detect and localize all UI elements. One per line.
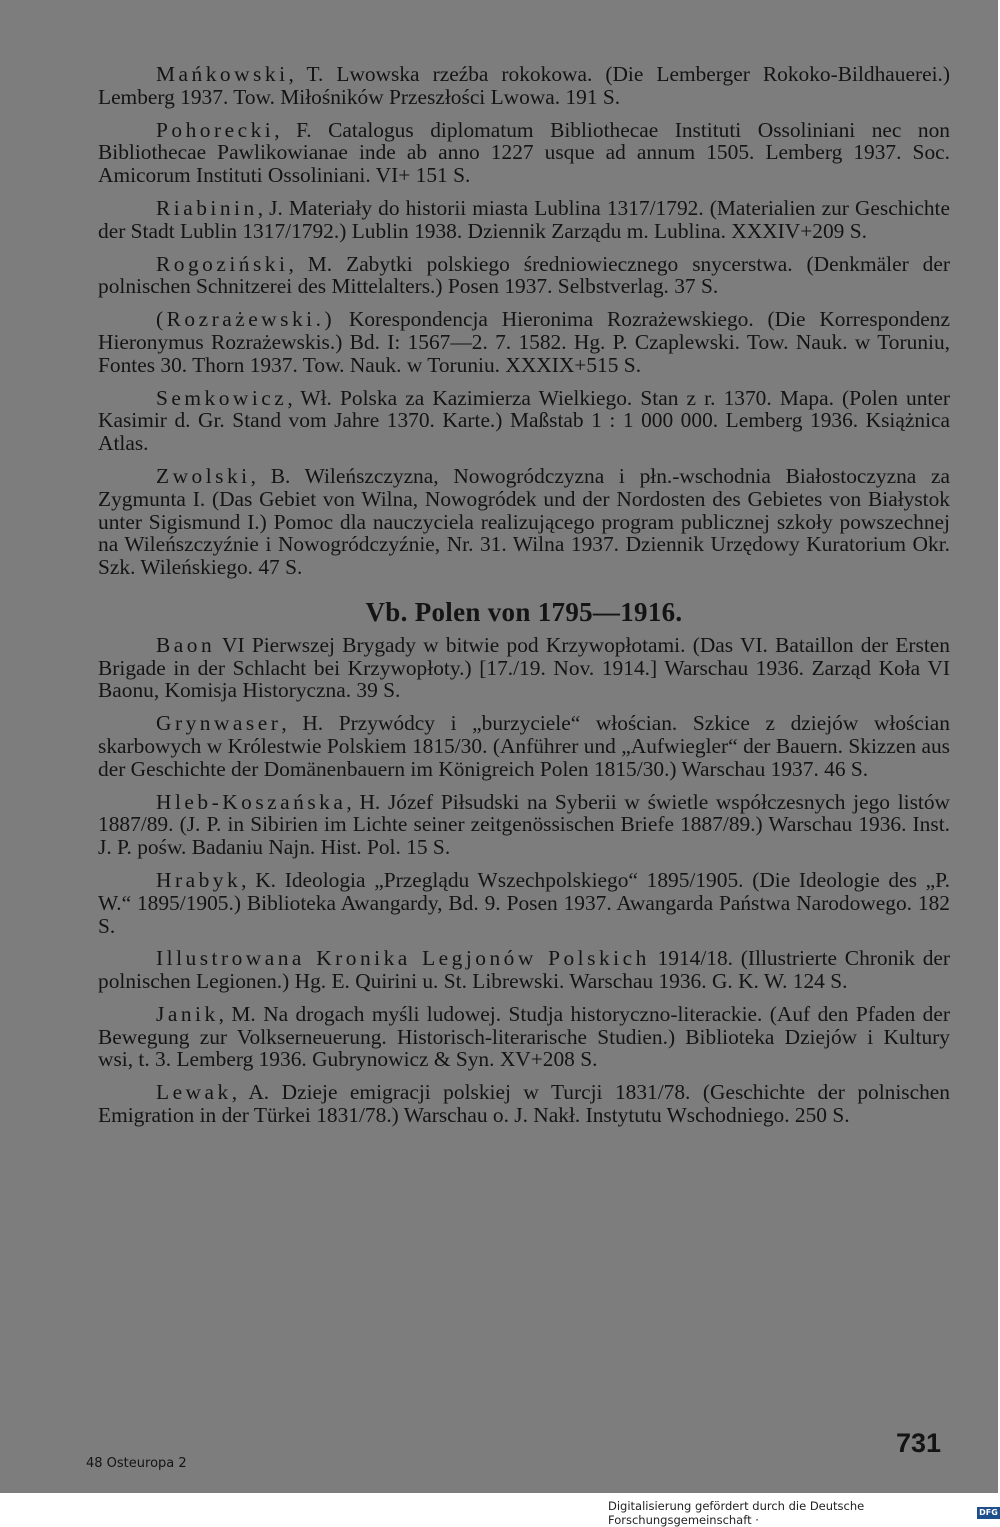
- bibliography-entry: [98, 63, 950, 109]
- entry-author: Grynwaser: [156, 711, 282, 736]
- bibliography-entry: [98, 791, 950, 859]
- credit-text: Digitalisierung gefördert durch die Deutsche Forschungsgemeinschaft ·: [608, 1499, 865, 1527]
- entry-text: , A. Dzieje emigracji polskiej w Turcji 1831/78. (Geschichte der polnischen Emigration in der Türkei 1831/78.) Warschau o. J. Nakł. Instytutu Wschodniego. 250 S.: [98, 1080, 950, 1128]
- bibliography-list-2: [98, 634, 950, 1127]
- page-content: [98, 63, 950, 1137]
- bibliography-list-1: [98, 63, 950, 579]
- entry-author: Baon: [156, 632, 216, 657]
- bibliography-entry: [98, 1081, 950, 1127]
- entry-text: , T. Lwowska rzeźba rokokowa. (Die Lemberger Rokoko-Bildhauerei.) Lemberg 1937. Tow. Miłośników Przeszłości Lwowa. 191 S.: [98, 62, 950, 109]
- bibliography-entry: [98, 712, 950, 780]
- entry-author: Riabinin: [156, 195, 258, 220]
- bibliography-entry: [98, 387, 950, 455]
- entry-text: , H. Józef Piłsudski na Syberii w świetle współczesnych jego listów 1887/89. (J. P. in Sibirien im Lichte seiner zeitgenössischen Briefe 1887/89.) Warschau 1936. Inst. J. P. pośw. Badaniu Najn. Hist. Pol. 15 S.: [98, 789, 950, 860]
- bibliography-entry: [98, 119, 950, 187]
- section-heading: Vb. Polen von 1795—1916.: [365, 596, 683, 627]
- entry-text: , F. Catalogus diplomatum Bibliothecae Instituti Ossoliniani nec non Bibliothecae Pawlikowianae inde ab anno 1227 usque ad annum 1505. Lemberg 1937. Soc. Amicorum Instituti Ossoliniani. VI+ 151 S.: [98, 117, 950, 188]
- bibliography-entry: [98, 465, 950, 579]
- entry-text: , B. Wileńszczyzna, Nowogródczyzna i płn.-wschodnia Białostoczyzna za Zygmunta I. (Das Gebiet von Wilna, Nowogródek und der Nordosten des Gebietes von Białystok unter Sigismund I.) Pomoc dla nauczyciela realizującego program publicznej szkoły powszechnej na Wileńszczyźnie i Nowogródczyźnie, Nr. 31. Wilna 1937. Dziennik Urzędowy Kuratorium Okr. Szk. Wileńskiego. 47 S.: [98, 463, 950, 580]
- printer-signature: 48 Osteuropa 2: [86, 1456, 187, 1471]
- entry-text: 1914/18. (Illustrierte Chronik der polnischen Legionen.) Hg. E. Quirini u. St. Librewski. Warschau 1936. G. K. W. 124 S.: [98, 946, 951, 994]
- entry-author: Lewak: [156, 1080, 232, 1105]
- bibliography-entry: [98, 197, 950, 243]
- entry-author: Janik: [156, 1001, 219, 1026]
- bibliography-entry: [98, 308, 950, 376]
- digitization-credit: [608, 1499, 1000, 1527]
- entry-author: Zwolski: [156, 463, 251, 488]
- entry-author: Semkowicz: [156, 385, 288, 410]
- entry-author: Pohorecki: [156, 117, 275, 142]
- entry-author: Hrabyk: [156, 867, 242, 892]
- page-number: 731: [896, 1428, 942, 1458]
- entry-author: Illustrowana Kronika Legjonów Polskich: [156, 946, 650, 971]
- bibliography-entry: [98, 634, 950, 702]
- entry-text: , M. Zabytki polskiego średniowiecznego snycerstwa. (Denkmäler der polnischen Schnitzerei des Mittelalters.) Posen 1937. Selbstverlag. 37 S.: [98, 251, 950, 299]
- bibliography-entry: [98, 947, 950, 993]
- bibliography-entry: [98, 869, 950, 937]
- entry-text: , Wł. Polska za Kazimierza Wielkiego. Stan z r. 1370. Mapa. (Polen unter Kasimir d. Gr. Stand vom Jahre 1370. Karte.) Maßstab 1 : 1 000 000. Lemberg 1936. Książnica Atlas.: [98, 385, 950, 456]
- entry-author: Mańkowski: [156, 62, 289, 86]
- entry-author: Rogoziński: [156, 251, 289, 276]
- entry-text: , H. Przywódcy i „burzyciele“ włościan. Szkice z dziejów włościan skarbowych w Królestwie Polskiem 1815/30. (Anführer und „Aufwiegler“ der Bauern. Skizzen aus der Geschichte der Domänenbauern im Königreich Polen 1815/30.) Warschau 1937. 46 S.: [98, 711, 950, 781]
- bibliography-entry: [98, 253, 950, 299]
- entry-author: Hleb-Koszańska: [156, 789, 347, 814]
- entry-text: , M. Na drogach myśli ludowej. Studja historyczno-literackie. (Auf den Pfaden der Bewegung zur Volkserneuerung. Historisch-literarische Studien.) Biblioteka Dziejów i Kultury wsi, t. 3. Lemberg 1936. Gubrynowicz & Syn. XV+208 S.: [98, 1001, 950, 1072]
- entry-text: VI Pierwszej Brygady w bitwie pod Krzywopłotami. (Das VI. Bataillon der Ersten Brigade in der Schlacht bei Krzywopłoty.) [17./19. Nov. 1914.] Warschau 1936. Zarząd Koła VI Baonu, Komisja Historyczna. 39 S.: [98, 632, 950, 703]
- entry-text: , J. Materiały do historii miasta Lublina 1317/1792. (Materialien zur Geschichte der Stadt Lublin 1317/1792.) Lublin 1938. Dziennik Zarządu m. Lublina. XXXIV+209 S.: [98, 195, 950, 243]
- entry-text: Korespondencja Hieronima Rozrażewskiego. (Die Korrespondenz Hieronymus Rozrażewskis.) Bd. I: 1567—2. 7. 1582. Hg. P. Czaplewski. Tow. Nauk. w Toruniu, Fontes 30. Thorn 1937. Tow. Nauk. w Toruniu. XXXIX+515 S.: [98, 307, 950, 377]
- entry-author: (Rozrażewski.): [156, 307, 336, 332]
- dfg-logo-icon: DFG: [977, 1507, 1000, 1519]
- entry-text: , K. Ideologia „Przeglądu Wszechpolskiego“ 1895/1905. (Die Ideologie des „P. W.“ 1895/1905.) Biblioteka Awangardy, Bd. 9. Posen 1937. Awangarda Państwa Narodowego. 182 S.: [98, 867, 950, 938]
- bibliography-entry: [98, 1003, 950, 1071]
